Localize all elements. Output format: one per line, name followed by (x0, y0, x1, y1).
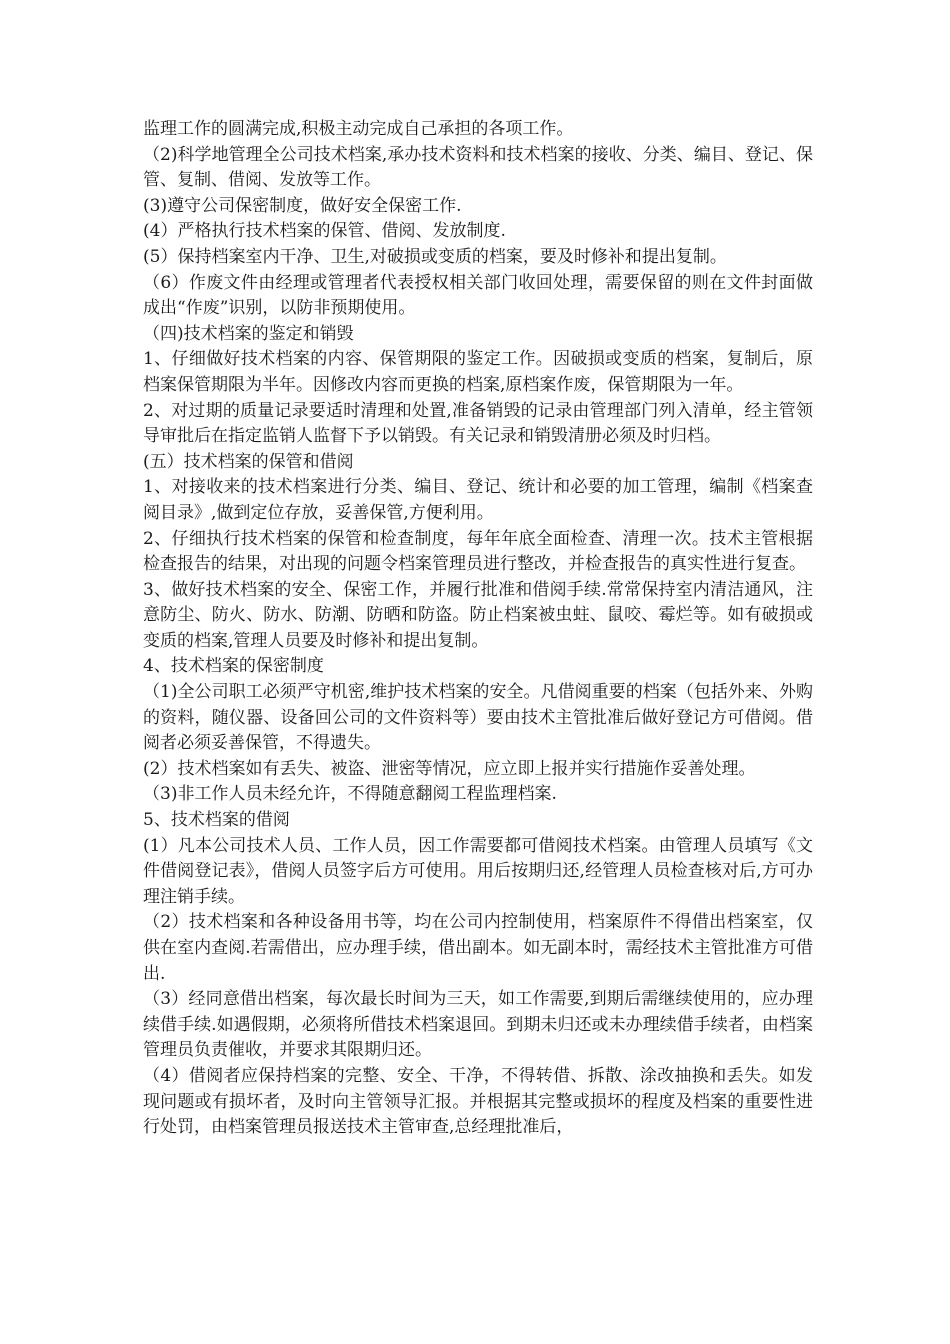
paragraph: 2、对过期的质量记录要适时清理和处置,准备销毁的记录由管理部门列入清单，经主管领导审批后在指定监销人监督下予以销毁。有关记录和销毁清册必须及时归档。 (143, 400, 813, 447)
subsection-heading: 5、技术档案的借阅 (143, 810, 290, 831)
paragraph: （1)全公司职工必须严守机密,维护技术档案的安全。凡借阅重要的档案（包括外来、外购的资料，随仪器、设备回公司的文件资料等）要由技术主管批准后做好登记方可借阅。借阅者必须妥善保管，不得遗失。 (143, 682, 813, 754)
paragraph: （6）作废文件由经理或管理者代表授权相关部门收回处理，需要保留的则在文件封面做成出“作废”识别，以防非预期使用。 (143, 272, 813, 319)
paragraph: 监理工作的圆满完成,积极主动完成自己承担的各项工作。 (143, 119, 574, 139)
paragraph: (5）保持档案室内干净、卫生,对破损或变质的档案，要及时修补和提出复制。 (143, 246, 727, 267)
paragraph: 3、做好技术档案的安全、保密工作，并履行批准和借阅手续.常常保持室内清洁通风，注意防尘、防火、防水、防潮、防晒和防盗。防止档案被虫蛀、鼠咬、霉烂等。如有破损或变质的档案,管理人员要及时修补和提出复制。 (143, 579, 813, 651)
paragraph: (4）严格执行技术档案的保管、借阅、发放制度. (143, 221, 506, 242)
paragraph: （3）经同意借出档案，每次最长时间为三天，如工作需要,到期后需继续使用的，应办理续借手续.如遇假期，必须将所借技术档案退回。到期未归还或未办理续借手续者，由档案管理员负责催收，并要求其限期归还。 (143, 989, 813, 1061)
paragraph: (2）技术档案如有丢失、被盗、泄密等情况，应立即上报并实行措施作妥善处理。 (143, 758, 756, 779)
paragraph: 2、仔细执行技术档案的保管和检查制度，每年年底全面检查、清理一次。技术主管根据检查报告的结果，对出现的问题令档案管理员进行整改，并检查报告的真实性进行复查。 (143, 528, 813, 575)
section-heading: （四)技术档案的鉴定和销毁 (143, 323, 354, 344)
section-heading: (五）技术档案的保管和借阅 (143, 451, 354, 472)
paragraph: （4）借阅者应保持档案的完整、安全、干净，不得转借、拆散、涂改抽换和丢失。如发现问题或有损坏者，及时向主管领导汇报。并根据其完整或损坏的程度及档案的重要性进行处罚，由档案管理员报送技术主管审查,总经理批准后， (143, 1065, 813, 1138)
paragraph: （3)非工作人员未经允许，不得随意翻阅工程监理档案. (143, 784, 557, 805)
paragraph: （2)科学地管理全公司技术档案,承办技术资料和技术档案的接收、分类、编目、登记、保管、复制、借阅、发放等工作。 (143, 144, 813, 191)
document-body (143, 117, 813, 1141)
paragraph: 1、仔细做好技术档案的内容、保管期限的鉴定工作。因破损或变质的档案，复制后，原档案保管期限为半年。因修改内容而更换的档案,原档案作废，保管期限为一年。 (143, 349, 813, 395)
paragraph: 1、对接收来的技术档案进行分类、编目、登记、统计和必要的加工管理，编制《档案查阅目录》,做到定位存放，妥善保管,方便利用。 (143, 477, 813, 523)
paragraph: (3)遵守公司保密制度，做好安全保密工作. (143, 195, 462, 216)
subsection-heading: 4、技术档案的保密制度 (143, 656, 324, 677)
paragraph: （2）技术档案和各种设备用书等，均在公司内控制使用，档案原件不得借出档案室，仅供在室内查阅.若需借出，应办理手续，借出副本。如无副本时，需经技术主管批准方可借出. (143, 912, 813, 984)
paragraph: (1）凡本公司技术人员、工作人员，因工作需要都可借阅技术档案。由管理人员填写《文件借阅登记表》，借阅人员签字后方可使用。用后按期归还,经管理人员检查核对后,方可办理注销手续。 (143, 835, 813, 907)
